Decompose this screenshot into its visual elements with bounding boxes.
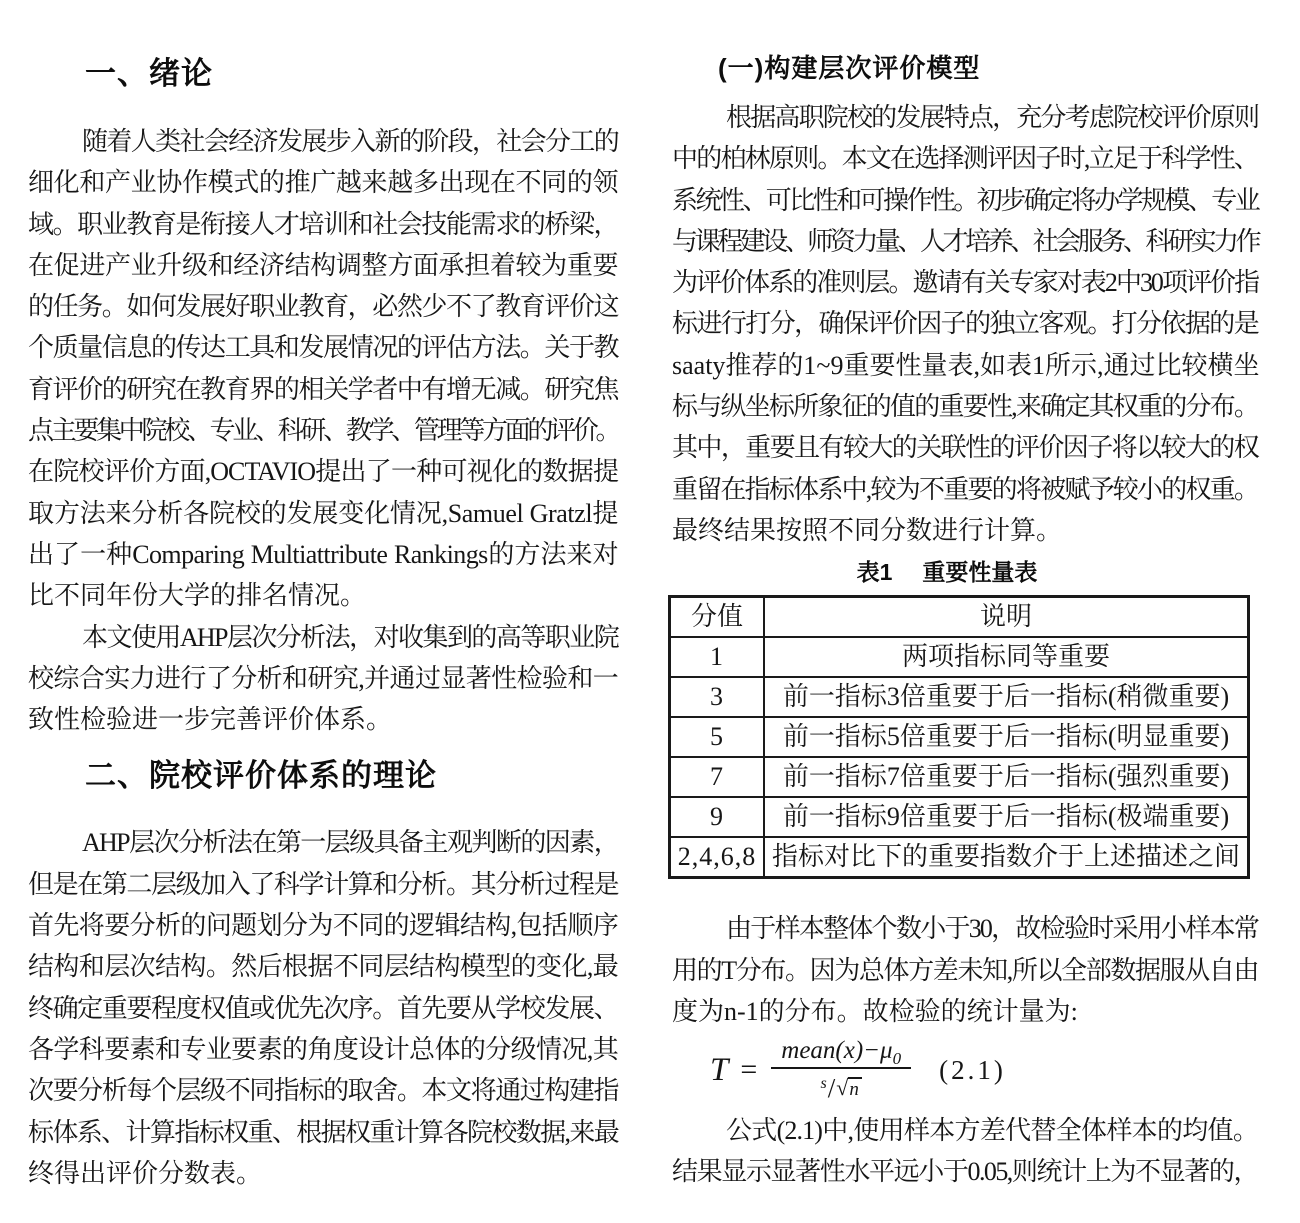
text-line: 用的T分布。因为总体方差未知,所以全部数据服从自由 <box>672 955 1258 985</box>
table-number: 表1 <box>856 559 893 586</box>
text-line: 度为n-1的分布。故检验的统计量为: <box>672 996 1078 1026</box>
para-model <box>672 97 1258 551</box>
formula-21 <box>672 1032 1258 1108</box>
table-row <box>670 677 1249 717</box>
text-line: 标进行打分，确保评价因子的独立客观。打分依据的是 <box>672 309 1258 339</box>
fraction-slash: / <box>827 1073 836 1104</box>
text-line: 出了一种Comparing Multiattribute Rankings的方法来对 <box>28 539 618 569</box>
fraction <box>771 1038 911 1102</box>
text-line: 比不同年份大学的排名情况。 <box>28 581 367 611</box>
text-line: 取方法来分析各院校的发展变化情况,Samuel Gratzl提 <box>28 498 618 528</box>
equation-number: (2.1) <box>939 1054 1006 1085</box>
text-line: 其中，重要且有较大的关联性的评价因子将以较大的权 <box>672 433 1258 463</box>
table-title-text: 重要性量表 <box>922 559 1038 586</box>
text-line: 终确定重要程度权值或优先次序。首先要从学校发展、 <box>28 993 618 1023</box>
text-line: 本文使用AHP层次分析法，对收集到的高等职业院 <box>82 622 618 652</box>
importance-scale-table <box>668 595 1250 879</box>
column-header: 分值 <box>670 597 765 638</box>
denominator <box>821 1069 862 1102</box>
description-cell: 前一指标5倍重要于后一指标(明显重要) <box>764 717 1249 757</box>
radicand: n <box>848 1077 862 1100</box>
column-header: 说明 <box>764 597 1249 638</box>
text-line: 结构和层次结构。然后根据不同层结构模型的变化,最 <box>28 952 618 982</box>
right-column <box>672 0 1258 1193</box>
text-line: 与课程建设、师资力量、人才培养、社会服务、科研实力作 <box>672 226 1258 256</box>
para-ttest <box>672 908 1258 1032</box>
text-line: 各学科要素和专业要素的角度设计总体的分级情况,其 <box>28 1034 618 1064</box>
subheading-model: (一)构建层次评价模型 <box>718 53 981 83</box>
table-row <box>670 717 1249 757</box>
text-line: 育评价的研究在教育界的相关学者中有增无减。研究焦 <box>28 374 618 404</box>
text-line: 在院校评价方面,OCTAVIO提出了一种可视化的数据提 <box>28 457 618 487</box>
text-line: saaty推荐的1~9重要性量表,如表1所示,通过比较横坐 <box>672 350 1260 380</box>
text-line: 但是在第二层级加入了科学计算和分析。其分析过程是 <box>28 869 618 899</box>
text-line: 由于样本整体个数小于30，故检验时采用小样本常 <box>726 914 1258 944</box>
text-line: 结果显示显著性水平远小于0.05,则统计上为不显著的， <box>672 1157 1258 1187</box>
description-cell: 前一指标9倍重要于后一指标(极端重要) <box>764 797 1249 837</box>
heading-theory: 二、院校评价体系的理论 <box>85 758 437 794</box>
radical-sign: √ <box>836 1075 849 1101</box>
text-line: 次要分析每个层级不同指标的取舍。本文将通过构建指 <box>28 1076 618 1106</box>
text-line: 终得出评价分数表。 <box>28 1158 263 1188</box>
denominator-sup: s <box>820 1075 827 1093</box>
score-cell: 7 <box>670 757 765 797</box>
para-theory <box>28 822 618 1194</box>
score-cell: 5 <box>670 717 765 757</box>
numerator: $mean(x)-\mu_0$ <box>771 1038 911 1069</box>
score-cell: 1 <box>670 637 765 677</box>
description-cell: 前一指标7倍重要于后一指标(强烈重要) <box>764 757 1249 797</box>
equals-sign: = <box>740 1053 758 1087</box>
para-intro-b <box>28 617 618 741</box>
numerator-subscript: 0 <box>892 1049 902 1069</box>
table-row <box>670 837 1249 878</box>
left-column <box>28 0 618 1194</box>
score-cell: 3 <box>670 677 765 717</box>
text-line: 首先将要分析的问题划分为不同的逻辑结构,包括顺序 <box>28 911 618 941</box>
text-line: 重留在指标体系中,较为不重要的将被赋予较小的权重。 <box>672 474 1258 504</box>
table1-title <box>654 552 1240 592</box>
text-line: 标与纵坐标所象征的值的重要性,来确定其权重的分布。 <box>672 392 1258 422</box>
text-line: 在促进产业升级和经济结构调整方面承担着较为重要 <box>28 250 618 280</box>
text-line: 个质量信息的传达工具和发展情况的评估方法。关于教 <box>28 333 618 363</box>
text-line: 最终结果按照不同分数进行计算。 <box>672 515 1063 545</box>
table-row <box>670 757 1249 797</box>
table-row <box>670 637 1249 677</box>
description-cell: 指标对比下的重要指数介于上述描述之间 <box>764 837 1249 878</box>
score-cell: 9 <box>670 797 765 837</box>
table-row <box>670 797 1249 837</box>
table-header-row <box>670 597 1249 638</box>
text-line: 中的柏林原则。本文在选择测评因子时,立足于科学性、 <box>672 144 1258 174</box>
text-line: 致性检验进一步完善评价体系。 <box>28 705 393 735</box>
description-cell: 两项指标同等重要 <box>764 637 1249 677</box>
description-cell: 前一指标3倍重要于后一指标(稍微重要) <box>764 677 1249 717</box>
text-line: 点主要集中院校、专业、科研、教学、管理等方面的评价。 <box>28 416 618 446</box>
heading-intro: 一、绪论 <box>85 56 213 91</box>
text-line: 标体系、计算指标权重、根据权重计算各院校数据,来最 <box>28 1117 618 1147</box>
text-line: 系统性、可比性和可操作性。初步确定将办学规模、专业 <box>672 185 1258 215</box>
text-line: 为评价体系的准则层。邀请有关专家对表2中30项评价指 <box>672 268 1258 298</box>
text-line: 公式(2.1)中,使用样本方差代替全体样本的均值。 <box>726 1116 1258 1146</box>
text-line: 域。职业教育是衔接人才培训和社会技能需求的桥梁， <box>28 209 618 239</box>
text-line: 随着人类社会经济发展步入新的阶段，社会分工的 <box>82 127 618 156</box>
text-line: 的任务。如何发展好职业教育，必然少不了教育评价这 <box>28 292 618 322</box>
para-conclusion <box>672 1110 1258 1193</box>
text-line: AHP层次分析法在第一层级具备主观判断的因素， <box>82 828 618 858</box>
text-line: 根据高职院校的发展特点，充分考虑院校评价原则 <box>726 103 1258 132</box>
para-intro-a <box>28 121 618 617</box>
score-cell: 2,4,6,8 <box>670 837 765 878</box>
formula-lhs: T <box>710 1051 729 1088</box>
text-line: 校综合实力进行了分析和研究,并通过显著性检验和一 <box>28 663 618 693</box>
text-line: 细化和产业协作模式的推广越来越多出现在不同的领 <box>28 168 618 198</box>
